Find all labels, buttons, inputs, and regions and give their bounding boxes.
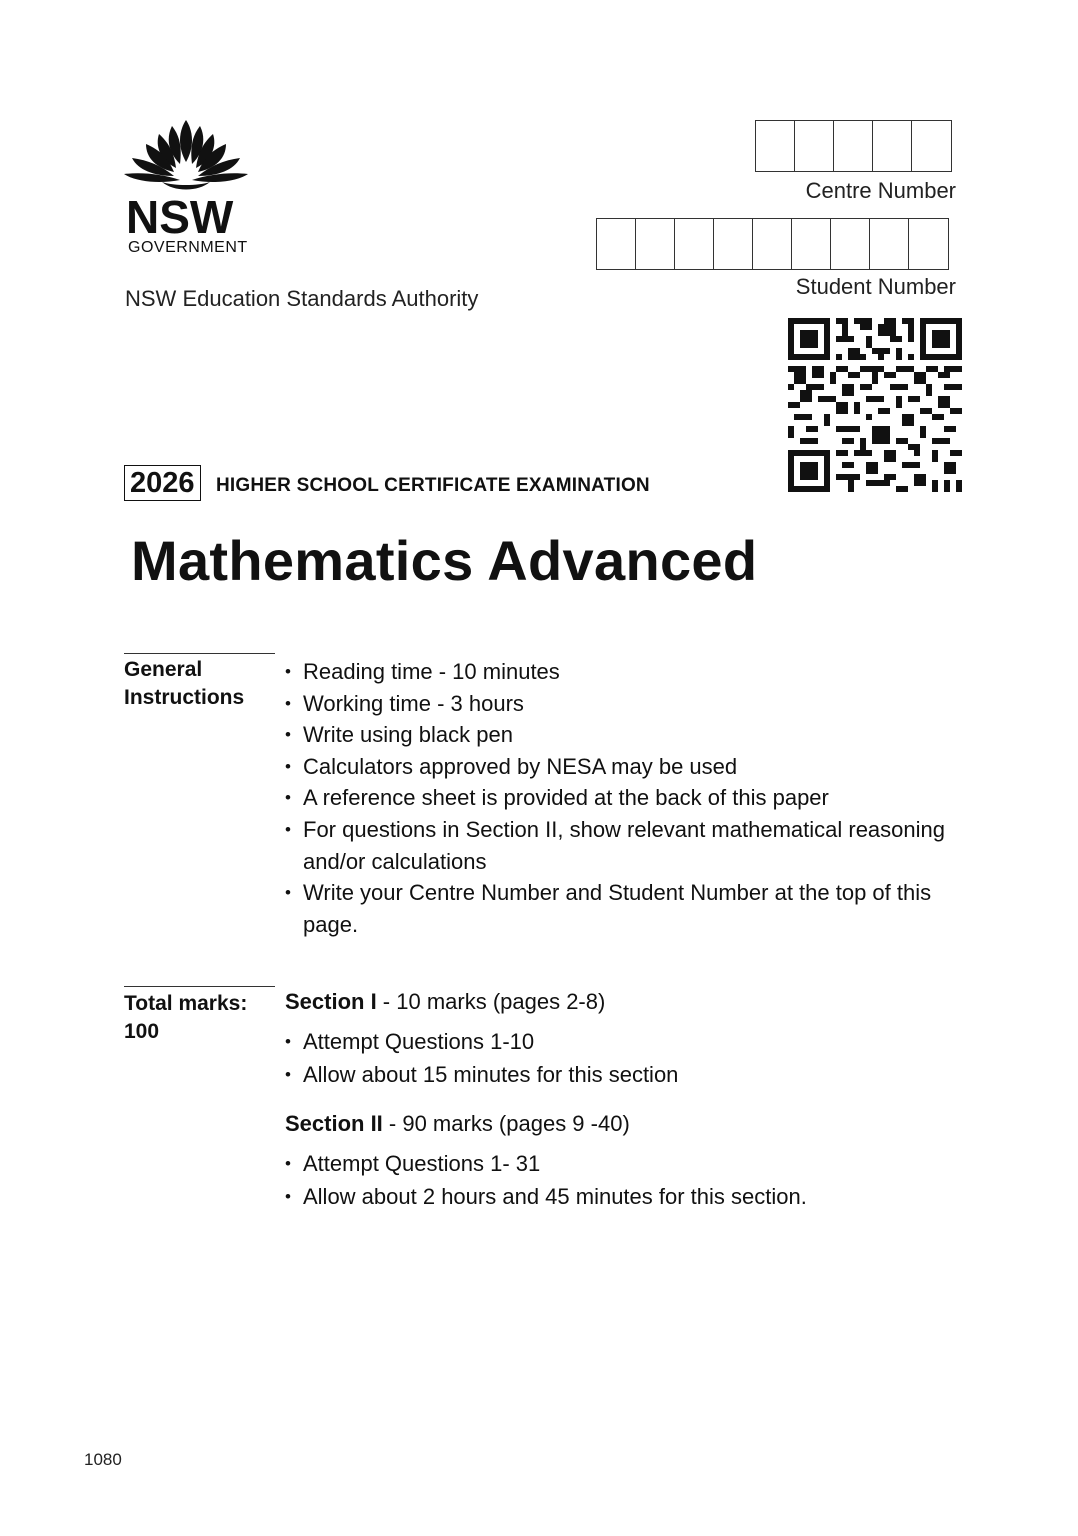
centre-number-box[interactable] (873, 121, 912, 171)
student-number-box[interactable] (870, 219, 909, 269)
list-item: • Reading time - 10 minutes (285, 656, 1015, 688)
list-item: • Calculators approved by NESA may be used (285, 751, 1015, 783)
student-number-box[interactable] (831, 219, 870, 269)
general-instructions-label (124, 656, 244, 712)
centre-number-boxes[interactable] (755, 120, 952, 172)
section-2-list (285, 1147, 807, 1213)
page-code: 1080 (84, 1450, 122, 1469)
exam-year: 2026 (124, 465, 201, 501)
section-divider (124, 986, 275, 987)
logo-government-word: GOVERNMENT (128, 239, 248, 256)
section-divider (124, 653, 275, 654)
total-marks-value: 100 (124, 1020, 160, 1043)
student-number-box[interactable] (792, 219, 831, 269)
student-number-boxes[interactable] (596, 218, 949, 270)
centre-number-label: Centre Number (805, 178, 956, 203)
centre-number-box[interactable] (756, 121, 795, 171)
subject-title: Mathematics Advanced (131, 529, 758, 592)
general-instructions-list (285, 656, 1015, 940)
exam-name: HIGHER SCHOOL CERTIFICATE EXAMINATION (216, 475, 650, 496)
nsw-government-logo (122, 118, 252, 258)
logo-nsw-word: NSW (126, 191, 234, 243)
section-2-title: Section II (285, 1111, 383, 1136)
section-1-detail: - 10 marks (pages 2-8) (376, 989, 606, 1014)
list-item: • Write using black pen (285, 719, 1015, 751)
list-item: • For questions in Section II, show relevant mathematical reasoning and/or calculations (285, 814, 963, 877)
authority-name: NSW Education Standards Authority (125, 286, 479, 311)
student-number-label: Student Number (795, 274, 956, 299)
student-number-box[interactable] (597, 219, 636, 269)
qr-code-icon (788, 318, 962, 492)
centre-number-box[interactable] (834, 121, 873, 171)
section-1-heading (285, 989, 605, 1015)
student-number-box[interactable] (714, 219, 753, 269)
section-1-title: Section I (285, 989, 377, 1014)
section-1-list (285, 1025, 678, 1091)
list-item: • Allow about 15 minutes for this section (285, 1058, 678, 1091)
total-marks-text: Total marks: (124, 992, 248, 1015)
general-instructions-label-line: Instructions (124, 686, 245, 709)
list-item: • Attempt Questions 1- 31 (285, 1147, 807, 1180)
section-2-detail: - 90 marks (pages 9 -40) (382, 1111, 630, 1136)
student-number-box[interactable] (753, 219, 792, 269)
student-number-box[interactable] (675, 219, 714, 269)
centre-number-box[interactable] (912, 121, 951, 171)
list-item: • Allow about 2 hours and 45 minutes for this section. (285, 1180, 807, 1213)
student-number-box[interactable] (909, 219, 948, 269)
list-item: • Write your Centre Number and Student Number at the top of this page. (285, 877, 943, 940)
list-item: • Working time - 3 hours (285, 688, 1015, 720)
list-item: • A reference sheet is provided at the back of this paper (285, 782, 1015, 814)
qr-code (788, 318, 962, 492)
waratah-flower-icon (122, 118, 250, 194)
centre-number-box[interactable] (795, 121, 834, 171)
general-instructions-label-line: General (124, 658, 203, 681)
list-item: • Attempt Questions 1-10 (285, 1025, 678, 1058)
section-2-heading (285, 1111, 630, 1137)
student-number-box[interactable] (636, 219, 675, 269)
total-marks-label (124, 990, 247, 1046)
